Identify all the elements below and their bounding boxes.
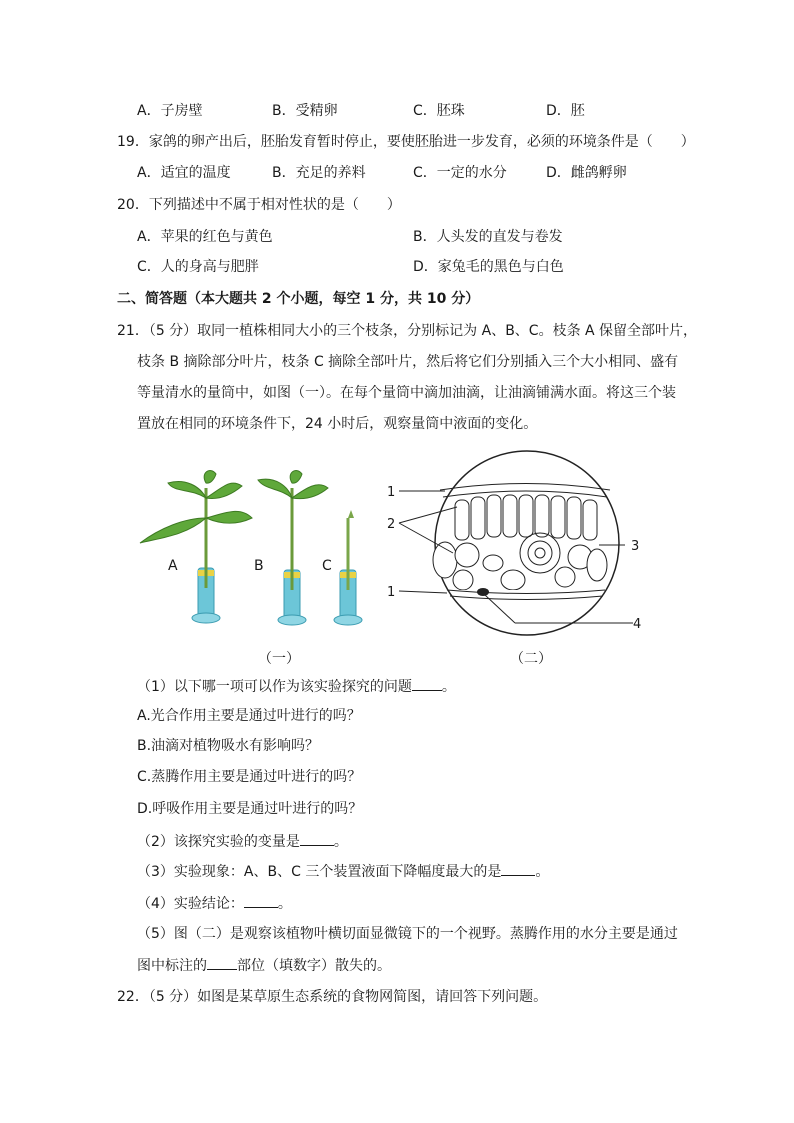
q21-sub5-line-2 [137,955,391,976]
figure2-label-3: 3 [631,539,640,554]
figure2-label-4: 4 [633,617,642,632]
answer-blank[interactable] [412,676,442,691]
figure2-label-1-bottom: 1 [387,585,396,600]
q21-sub4-end: 。 [277,896,292,912]
q18-option-b: B．受精卵 [272,103,338,119]
q21-stem-line-2: 枝条 B 摘除部分叶片，枝条 C 摘除全部叶片，然后将它们分别插入三个大小相同、盛有 [137,354,679,370]
q18-option-d: D．胚 [546,103,585,119]
q21-stem-line-3: 等量清水的量筒中，如图（一）。在每个量筒中滴加油滴，让油滴铺满水面。将这三个装 [137,385,676,401]
q21-sub2-end: 。 [333,834,348,850]
q19-option-c: C．一定的水分 [413,165,507,181]
q21-sub4-text: （4）实验结论： [137,896,244,912]
q19-option-a: A．适宜的温度 [137,165,231,181]
stoma [477,588,489,596]
q21-sub5-text-b: 部位（填数字）散失的。 [237,958,391,974]
figure1-label-a: A [168,558,178,574]
q18-option-a: A．子房壁 [137,103,203,119]
leaves-a [140,471,252,543]
q20-option-c: C．人的身高与肥胖 [137,259,259,275]
q21-stem-line-4: 置放在相同的环境条件下，24 小时后，观察量筒中液面的变化。 [137,416,538,432]
q21-choice-a: A.光合作用主要是通过叶进行的吗？ [137,708,361,724]
answer-blank[interactable] [207,955,237,970]
section-heading: 二、简答题（本大题共 2 个小题，每空 1 分，共 10 分） [117,291,480,307]
figure-plant-cuttings [130,458,380,633]
answer-blank[interactable] [501,861,535,876]
q21-sub1-end: 。 [441,679,456,695]
q20-option-b: B．人头发的直发与卷发 [413,229,563,245]
q22-stem: 22．（5 分）如图是某草原生态系统的食物网简图，请回答下列问题。 [117,989,548,1005]
q20-option-a: A．苹果的红色与黄色 [137,229,273,245]
q21-sub3-end: 。 [535,864,550,880]
q21-sub2 [137,831,348,852]
q21-choice-d: D.呼吸作用主要是通过叶进行的吗？ [137,801,363,817]
q21-sub1-text: （1）以下哪一项可以作为该实验探究的问题 [137,679,412,695]
q19-stem: 19．家鸽的卵产出后，胚胎发育暂时停止，要使胚胎进一步发育，必须的环境条件是（ ） [117,134,695,150]
q21-sub3-text: （3）实验现象：A、B、C 三个装置液面下降幅度最大的是 [137,864,502,880]
figure1-label-b: B [254,558,264,574]
figure1-label-c: C [322,558,332,574]
q21-sub1 [137,676,456,697]
figure2-label-2: 2 [387,517,396,532]
q21-sub5-line-1: （5）图（二）是观察该植物叶横切面显微镜下的一个视野。蒸腾作用的水分主要是通过 [137,926,678,942]
q20-stem: 20．下列描述中不属于相对性状的是（ ） [117,197,401,213]
figure1-caption: （一） [258,651,300,667]
q21-sub2-text: （2）该探究实验的变量是 [137,834,300,850]
q21-sub3 [137,861,549,882]
q21-choice-c: C.蒸腾作用主要是通过叶进行的吗？ [137,769,362,785]
q19-option-b: B．充足的养料 [272,165,366,181]
q21-sub5-text-a: 图中标注的 [137,958,207,974]
figure-leaf-cross-section [385,445,655,645]
figure2-label-1-top: 1 [387,485,396,500]
q21-choice-b: B.油滴对植物吸水有影响吗？ [137,738,320,754]
answer-blank[interactable] [244,893,278,908]
q21-stem-line-1: 21．（5 分）取同一植株相同大小的三个枝条，分别标记为 A、B、C。枝条 A 保留全部叶片， [117,323,698,339]
q20-option-d: D．家兔毛的黑色与白色 [413,259,564,275]
q19-option-d: D．雌鸽孵卵 [546,165,627,181]
q21-sub4 [137,893,292,914]
answer-blank[interactable] [300,831,334,846]
q18-option-c: C．胚珠 [413,103,465,119]
figure2-caption: （二） [510,651,552,667]
